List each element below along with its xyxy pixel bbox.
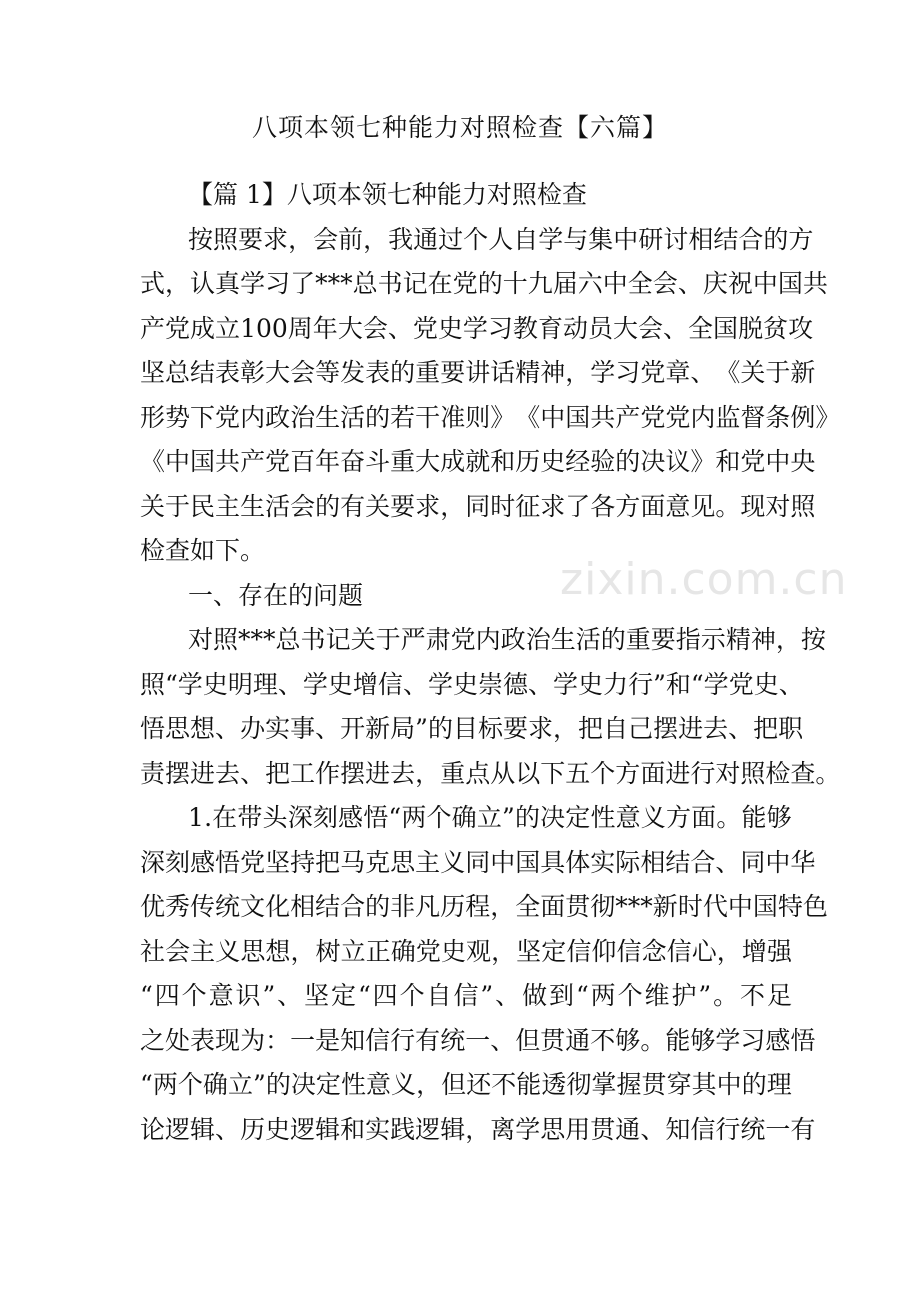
paragraph-line: 按 照 要 求 ， 会 前 ， 我 通 过 个 人 自 学 与 集 中 研 讨 相 结 合 的 方 <box>188 225 814 254</box>
paragraph-line: 式 ， 认 真 学 习 了 *** 总 书 记 在 党 的 十 九 届 六 中 全 会 、 庆 祝 中 国 共 <box>140 269 828 298</box>
paragraph-line: 责 摆 进 去 、 把 工 作 摆 进 去 ， 重 点 从 以 下 五 个 方 面 进 行 对 照 检 查 。 <box>140 759 841 788</box>
document-title: 八项本领七种能力对照检查【六篇】 <box>251 113 668 142</box>
paragraph-line: 关 于 民 主 生 活 会 的 有 关 要 求 ， 同 时 征 求 了 各 方 面 意 见 。 现 对 照 <box>140 492 816 521</box>
paragraph-line: “ 四 个 意 识 ” 、 坚 定 “ 四 个 自 信 ” 、 做 到 “ 两 个 维 护 ” 。 不 足 <box>140 981 792 1010</box>
paragraph-line: 之 处 表 现 为 ： 一 是 知 信 行 有 统 一 、 但 贯 通 不 够 。 能 够 学 习 感 悟 <box>140 1026 816 1055</box>
paragraph-line: 优 秀 传 统 文 化 相 结 合 的 非 凡 历 程 ， 全 面 贯 彻 *** 新 时 代 中 国 特 色 <box>140 892 828 921</box>
paragraph-line: 深 刻 感 悟 党 坚 持 把 马 克 思 主 义 同 中 国 具 体 实 际 相 结 合 、 同 中 华 <box>140 848 816 877</box>
paragraph-line: 对 照 *** 总 书 记 关 于 严 肃 党 内 政 治 生 活 的 重 要 指 示 精 神 ， 按 <box>188 625 826 654</box>
paragraph-line: 社 会 主 义 思 想 ， 树 立 正 确 党 史 观 ， 坚 定 信 仰 信 念 信 心 ， 增 强 <box>140 937 792 966</box>
paragraph-line: 照 “ 学 史 明 理 、 学 史 增 信 、 学 史 崇 德 、 学 史 力 行 ” 和 “ 学 党 史 、 <box>140 670 804 699</box>
section-heading-1: 【篇 1】八项本领七种能力对照检查 <box>188 180 587 209</box>
paragraph-line: 1 . 在 带 头 深 刻 感 悟 “ 两 个 确 立 ” 的 决 定 性 意 义 方 面 。 能 够 <box>188 803 792 832</box>
paragraph-line: 论 逻 辑 、 历 史 逻 辑 和 实 践 逻 辑 ， 离 学 思 用 贯 通 、 知 信 行 统 一 有 <box>140 1115 816 1144</box>
paragraph-line: 形 势 下 党 内 政 治 生 活 的 若 干 准 则 》 《 中 国 共 产 党 党 内 监 督 条 例 》 <box>140 403 841 432</box>
paragraph-line: 检查如下。 <box>140 536 266 565</box>
section-heading-2: 一、存在的问题 <box>188 581 364 610</box>
paragraph-line: 坚 总 结 表 彰 大 会 等 发 表 的 重 要 讲 话 精 神 ， 学 习 党 章 、 《 关 于 新 <box>140 358 816 387</box>
paragraph-line: 《 中 国 共 产 党 百 年 奋 斗 重 大 成 就 和 历 史 经 验 的 决 议 》 和 党 中 央 <box>140 447 816 476</box>
watermark: zixin.com.cn <box>560 554 848 605</box>
paragraph-line: 产 党 成 立 100 周 年 大 会 、 党 史 学 习 教 育 动 员 大 会 、 全 国 脱 贫 攻 <box>140 314 814 343</box>
paragraph-line: 悟 思 想 、 办 实 事 、 开 新 局 ” 的 目 标 要 求 ， 把 自 己 摆 进 去 、 把 职 <box>140 714 804 743</box>
paragraph-line: “ 两 个 确 立 ” 的 决 定 性 意 义 ， 但 还 不 能 透 彻 掌 握 贯 穿 其 中 的 理 <box>140 1070 792 1099</box>
